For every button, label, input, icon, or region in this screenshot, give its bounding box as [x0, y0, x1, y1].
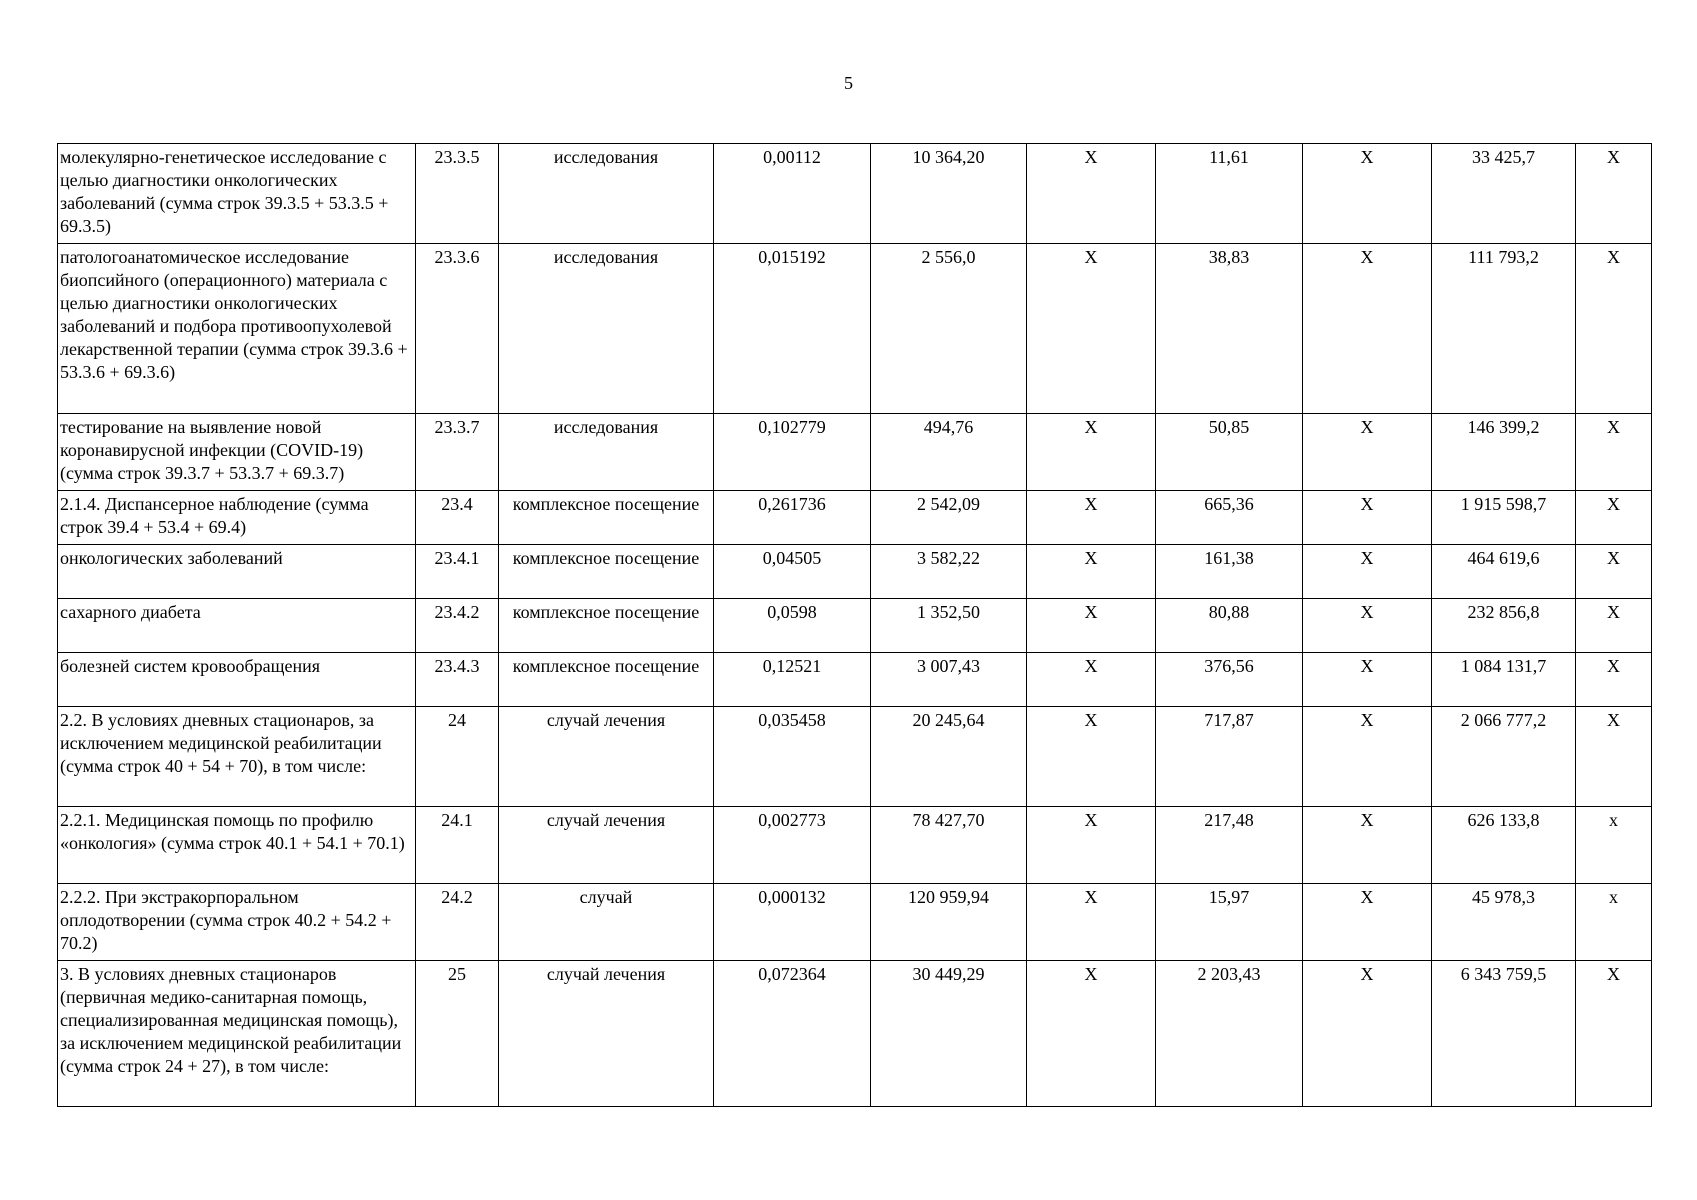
row-c9: 33 425,7	[1432, 144, 1576, 244]
row-code: 24.1	[416, 807, 499, 884]
row-c9: 146 399,2	[1432, 414, 1576, 491]
row-name: 2.2.1. Медицинская помощь по профилю «онкология» (сумма строк 40.1 + 54.1 + 70.1)	[58, 807, 416, 884]
row-unit: исследования	[499, 144, 714, 244]
row-c4: 0,015192	[714, 244, 871, 414]
row-c10: Х	[1576, 653, 1652, 707]
table-row	[58, 599, 1652, 653]
row-name: тестирование на выявление новой коронавирусной инфекции (COVID-19) (сумма строк 39.3.7 + 53.3.7 + 69.3.7)	[58, 414, 416, 491]
row-c4: 0,00112	[714, 144, 871, 244]
table-row	[58, 653, 1652, 707]
row-c6: Х	[1027, 491, 1156, 545]
table-row	[58, 244, 1652, 414]
row-c8: Х	[1303, 491, 1432, 545]
row-code: 23.4.3	[416, 653, 499, 707]
row-c10: Х	[1576, 244, 1652, 414]
row-name: онкологических заболеваний	[58, 545, 416, 599]
row-c8: Х	[1303, 545, 1432, 599]
row-c9: 464 619,6	[1432, 545, 1576, 599]
data-table	[57, 143, 1652, 1107]
table-row	[58, 961, 1652, 1107]
table-row	[58, 414, 1652, 491]
row-c4: 0,035458	[714, 707, 871, 807]
row-c8: Х	[1303, 707, 1432, 807]
row-name: 2.2. В условиях дневных стационаров, за исключением медицинской реабилитации (сумма строк 40 + 54 + 70), в том числе:	[58, 707, 416, 807]
row-c10: х	[1576, 807, 1652, 884]
row-unit: случай лечения	[499, 707, 714, 807]
row-c5: 20 245,64	[871, 707, 1027, 807]
row-c10: Х	[1576, 491, 1652, 545]
row-c4: 0,261736	[714, 491, 871, 545]
row-name: 3. В условиях дневных стационаров (первичная медико-санитарная помощь, специализированная медицинская помощь), за исключением медицинской реабилитации (сумма строк 24 + 27), в том числе:	[58, 961, 416, 1107]
row-c6: Х	[1027, 884, 1156, 961]
row-unit: исследования	[499, 414, 714, 491]
row-c5: 3 007,43	[871, 653, 1027, 707]
row-c9: 111 793,2	[1432, 244, 1576, 414]
row-c8: Х	[1303, 414, 1432, 491]
row-c6: Х	[1027, 144, 1156, 244]
row-c6: Х	[1027, 707, 1156, 807]
row-code: 23.3.6	[416, 244, 499, 414]
row-code: 24.2	[416, 884, 499, 961]
row-unit: исследования	[499, 244, 714, 414]
row-c4: 0,000132	[714, 884, 871, 961]
row-c6: Х	[1027, 244, 1156, 414]
row-name: 2.2.2. При экстракорпоральном оплодотворении (сумма строк 40.2 + 54.2 + 70.2)	[58, 884, 416, 961]
row-c4: 0,12521	[714, 653, 871, 707]
row-c10: х	[1576, 884, 1652, 961]
row-c7: 2 203,43	[1156, 961, 1303, 1107]
row-code: 23.4.2	[416, 599, 499, 653]
row-c7: 376,56	[1156, 653, 1303, 707]
row-c8: Х	[1303, 653, 1432, 707]
row-name: болезней систем кровообращения	[58, 653, 416, 707]
row-name: патологоанатомическое исследование биопсийного (операционного) материала с целью диагностики онкологических заболеваний и подбора противоопухолевой лекарственной терапии (сумма строк 39.3.6 + 53.3.6 + 69.3.6)	[58, 244, 416, 414]
row-c6: Х	[1027, 653, 1156, 707]
row-c5: 494,76	[871, 414, 1027, 491]
row-c5: 2 556,0	[871, 244, 1027, 414]
table-row	[58, 545, 1652, 599]
row-c8: Х	[1303, 244, 1432, 414]
page-number: 5	[844, 73, 853, 93]
row-name: 2.1.4. Диспансерное наблюдение (сумма строк 39.4 + 53.4 + 69.4)	[58, 491, 416, 545]
row-name: сахарного диабета	[58, 599, 416, 653]
row-c7: 717,87	[1156, 707, 1303, 807]
row-c8: Х	[1303, 807, 1432, 884]
table-row	[58, 707, 1652, 807]
row-code: 23.3.5	[416, 144, 499, 244]
row-c9: 1 915 598,7	[1432, 491, 1576, 545]
row-c9: 2 066 777,2	[1432, 707, 1576, 807]
row-c10: Х	[1576, 599, 1652, 653]
row-unit: случай лечения	[499, 961, 714, 1107]
row-unit: комплексное посещение	[499, 599, 714, 653]
row-c9: 45 978,3	[1432, 884, 1576, 961]
row-c9: 6 343 759,5	[1432, 961, 1576, 1107]
row-c6: Х	[1027, 414, 1156, 491]
row-c8: Х	[1303, 599, 1432, 653]
row-c6: Х	[1027, 807, 1156, 884]
row-c4: 0,072364	[714, 961, 871, 1107]
row-c7: 11,61	[1156, 144, 1303, 244]
row-c10: Х	[1576, 414, 1652, 491]
row-unit: случай лечения	[499, 807, 714, 884]
row-c5: 2 542,09	[871, 491, 1027, 545]
row-code: 24	[416, 707, 499, 807]
row-c9: 626 133,8	[1432, 807, 1576, 884]
row-c7: 50,85	[1156, 414, 1303, 491]
row-code: 23.4	[416, 491, 499, 545]
row-c4: 0,0598	[714, 599, 871, 653]
row-c5: 3 582,22	[871, 545, 1027, 599]
row-c4: 0,04505	[714, 545, 871, 599]
row-c6: Х	[1027, 961, 1156, 1107]
row-code: 23.4.1	[416, 545, 499, 599]
row-c10: Х	[1576, 144, 1652, 244]
row-c10: Х	[1576, 707, 1652, 807]
row-unit: комплексное посещение	[499, 491, 714, 545]
row-c7: 161,38	[1156, 545, 1303, 599]
row-c7: 665,36	[1156, 491, 1303, 545]
row-c8: Х	[1303, 961, 1432, 1107]
row-c5: 120 959,94	[871, 884, 1027, 961]
table-row	[58, 807, 1652, 884]
row-c10: Х	[1576, 961, 1652, 1107]
row-c7: 15,97	[1156, 884, 1303, 961]
row-unit: комплексное посещение	[499, 545, 714, 599]
row-c6: Х	[1027, 545, 1156, 599]
table-row	[58, 884, 1652, 961]
row-c5: 30 449,29	[871, 961, 1027, 1107]
row-name: молекулярно-генетическое исследование с целью диагностики онкологических заболеваний (сумма строк 39.3.5 + 53.3.5 + 69.3.5)	[58, 144, 416, 244]
row-c9: 232 856,8	[1432, 599, 1576, 653]
row-c10: Х	[1576, 545, 1652, 599]
row-c9: 1 084 131,7	[1432, 653, 1576, 707]
row-unit: случай	[499, 884, 714, 961]
row-c8: Х	[1303, 884, 1432, 961]
row-code: 25	[416, 961, 499, 1107]
table-row	[58, 491, 1652, 545]
row-c7: 38,83	[1156, 244, 1303, 414]
row-c4: 0,102779	[714, 414, 871, 491]
row-c6: Х	[1027, 599, 1156, 653]
row-c5: 78 427,70	[871, 807, 1027, 884]
row-unit: комплексное посещение	[499, 653, 714, 707]
row-c7: 80,88	[1156, 599, 1303, 653]
row-code: 23.3.7	[416, 414, 499, 491]
row-c5: 10 364,20	[871, 144, 1027, 244]
table-row	[58, 144, 1652, 244]
row-c5: 1 352,50	[871, 599, 1027, 653]
row-c8: Х	[1303, 144, 1432, 244]
row-c4: 0,002773	[714, 807, 871, 884]
row-c7: 217,48	[1156, 807, 1303, 884]
